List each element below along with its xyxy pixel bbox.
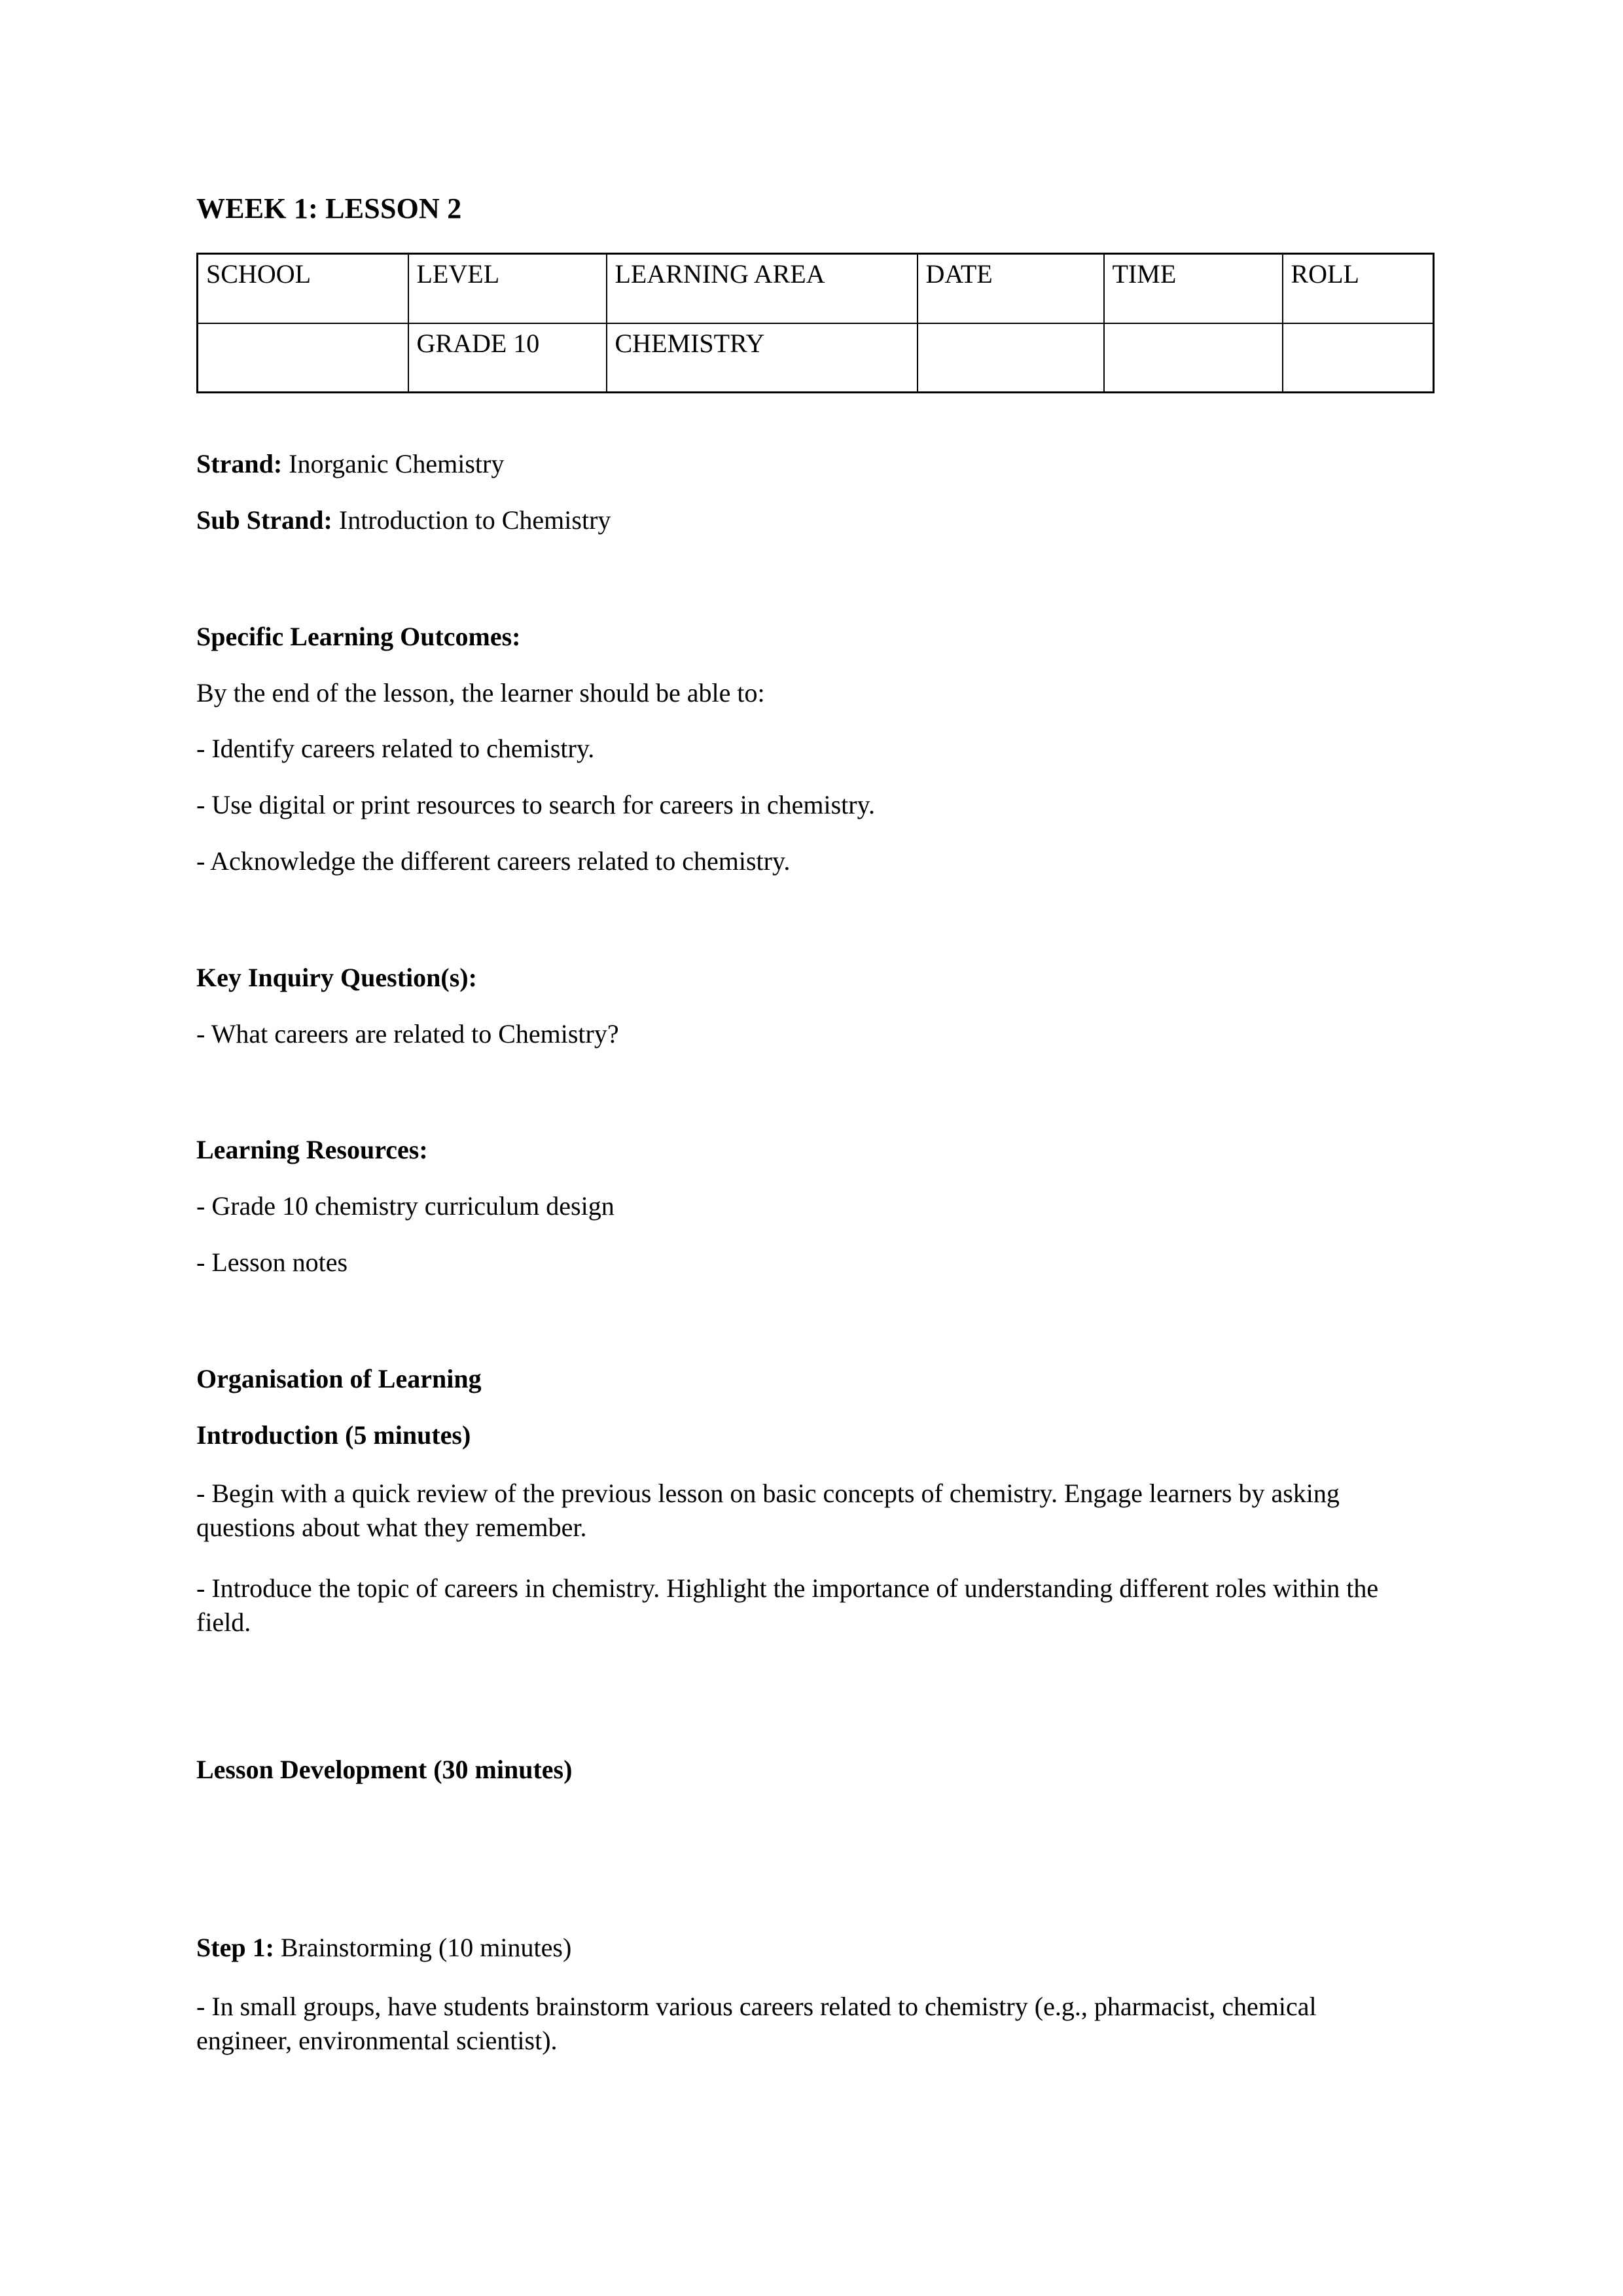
specific-learning-outcome-item: - Acknowledge the different careers related to chemistry. bbox=[196, 846, 791, 876]
spacer-before-outcomes bbox=[196, 562, 1432, 622]
introduction-item: - Introduce the topic of careers in chemistry. Highlight the importance of understanding different roles within the field. bbox=[196, 1573, 1379, 1638]
document-content bbox=[196, 194, 1432, 2085]
table-cell-time[interactable] bbox=[1104, 323, 1283, 393]
table-header-time: TIME bbox=[1104, 254, 1283, 323]
sub-strand-value: Introduction to Chemistry bbox=[338, 505, 611, 535]
table-header-roll: ROLL bbox=[1283, 254, 1434, 323]
introduction-item: - Begin with a quick review of the previous lesson on basic concepts of chemistry. Engage learners by asking questions about what they remember. bbox=[196, 1479, 1340, 1543]
specific-learning-outcome-item: - Identify careers related to chemistry. bbox=[196, 734, 595, 764]
table-row-values bbox=[198, 323, 1434, 393]
lesson-development-heading: Lesson Development (30 minutes) bbox=[196, 1755, 573, 1785]
spacer-before-organisation bbox=[196, 1304, 1432, 1365]
organisation-of-learning-heading: Organisation of Learning bbox=[196, 1363, 482, 1393]
strand-value: Inorganic Chemistry bbox=[289, 449, 505, 479]
table-cell-date[interactable] bbox=[918, 323, 1104, 393]
specific-learning-outcomes-heading: Specific Learning Outcomes: bbox=[196, 621, 521, 651]
sub-strand-label: Sub Strand: bbox=[196, 505, 332, 535]
step-1-value: Brainstorming (10 minutes) bbox=[280, 1933, 572, 1963]
strand-line bbox=[196, 450, 1432, 479]
spacer-before-learning-resources bbox=[196, 1075, 1432, 1136]
lesson-info-table bbox=[196, 253, 1435, 393]
spacer-after-table bbox=[196, 393, 1432, 450]
specific-learning-outcomes-intro: By the end of the lesson, the learner should be able to: bbox=[196, 677, 765, 708]
spacer-before-key-inquiry bbox=[196, 903, 1432, 963]
step-1-label: Step 1: bbox=[196, 1933, 274, 1963]
table-cell-level[interactable]: GRADE 10 bbox=[408, 323, 607, 393]
step-1-item: - In small groups, have students brainstorm various careers related to chemistry (e.g., pharmacist, chemical engineer, environmental scientist). bbox=[196, 1991, 1317, 2055]
table-cell-learning-area[interactable]: CHEMISTRY bbox=[607, 323, 918, 393]
learning-resource-item: - Grade 10 chemistry curriculum design bbox=[196, 1191, 615, 1221]
specific-learning-outcome-item: - Use digital or print resources to search for careers in chemistry. bbox=[196, 790, 876, 820]
table-row-headers bbox=[198, 254, 1434, 323]
table-header-learning-area: LEARNING AREA bbox=[607, 254, 918, 323]
page-title: WEEK 1: LESSON 2 bbox=[196, 192, 462, 224]
introduction-heading: Introduction (5 minutes) bbox=[196, 1420, 471, 1450]
strand-label: Strand: bbox=[196, 449, 283, 479]
table-header-date: DATE bbox=[918, 254, 1104, 323]
step-1-line bbox=[196, 1933, 1432, 1963]
learning-resource-item: - Lesson notes bbox=[196, 1247, 348, 1277]
spacer-before-lesson-development bbox=[196, 1666, 1432, 1755]
key-inquiry-questions-heading: Key Inquiry Question(s): bbox=[196, 962, 477, 992]
learning-resources-heading: Learning Resources: bbox=[196, 1135, 428, 1165]
table-cell-school[interactable] bbox=[198, 323, 408, 393]
sub-strand-line bbox=[196, 506, 1432, 535]
table-cell-roll[interactable] bbox=[1283, 323, 1434, 393]
key-inquiry-question-item: - What careers are related to Chemistry? bbox=[196, 1018, 619, 1049]
spacer-before-step-1 bbox=[196, 1812, 1432, 1933]
table-header-level: LEVEL bbox=[408, 254, 607, 323]
table-header-school: SCHOOL bbox=[198, 254, 408, 323]
